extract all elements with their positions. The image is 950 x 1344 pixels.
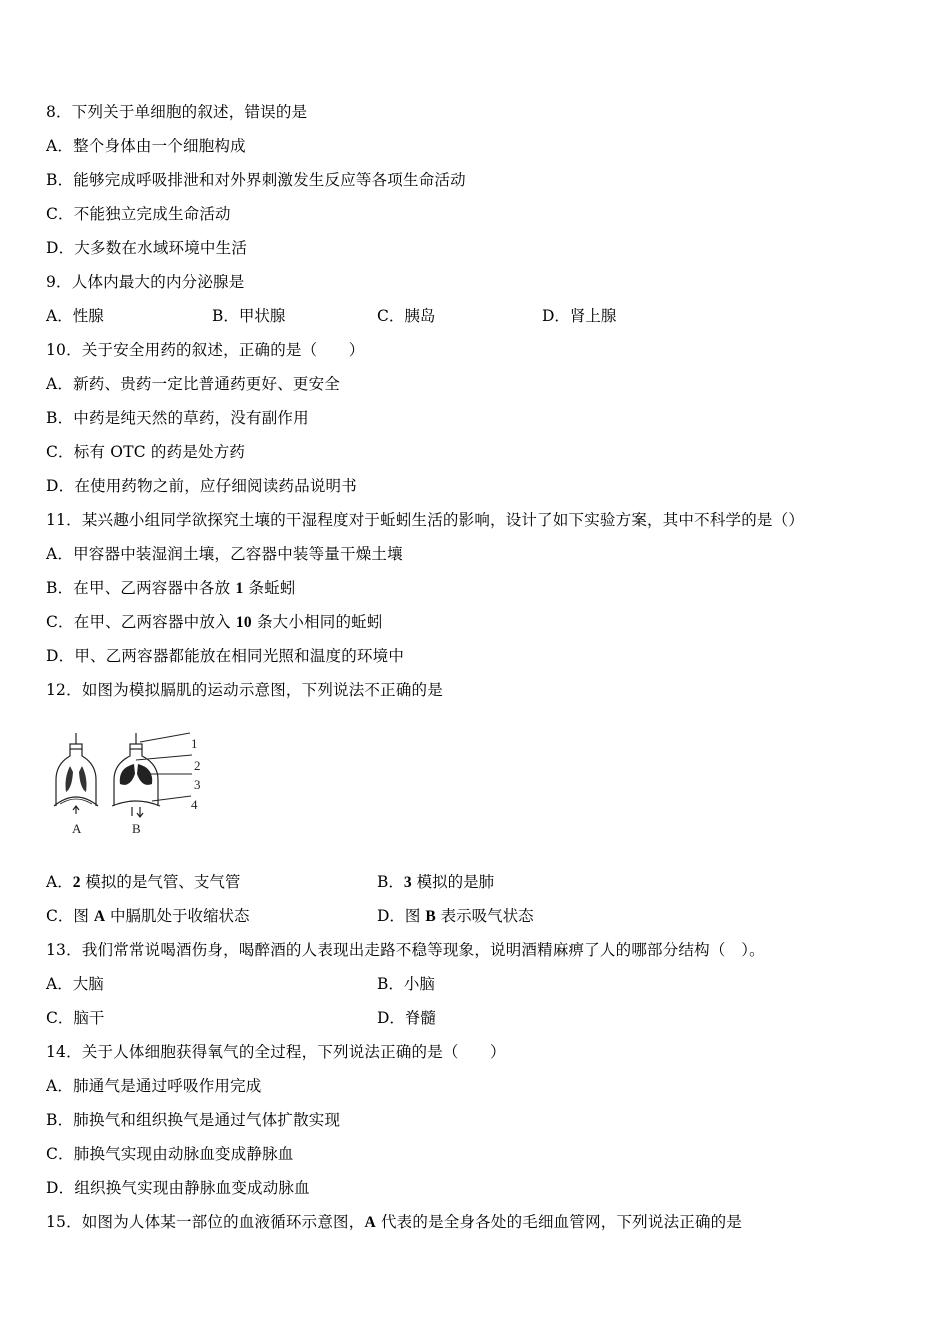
label-a: A — [72, 821, 82, 836]
q9-option-b: B．甲状腺 — [212, 307, 286, 325]
label-b: B — [132, 821, 141, 836]
label-1: 1 — [191, 736, 198, 751]
jar-b-lung-right — [137, 764, 152, 785]
q12-option-a-post: 模拟的是气管、支气管 — [85, 873, 241, 891]
jar-a-cork — [70, 744, 82, 749]
q12-option-b — [377, 872, 494, 893]
q12-option-d-post: 表示吸气状态 — [440, 907, 534, 925]
q12-option-d — [377, 906, 534, 927]
q15-stem-letter: A — [364, 1214, 376, 1231]
diaphragm-model-figure — [48, 730, 218, 845]
q8-option-b: B．能够完成呼吸排泄和对外界刺激发生反应等各项生命活动 — [46, 171, 466, 189]
label-3: 3 — [194, 777, 201, 792]
q15-stem — [46, 1212, 742, 1233]
q11-option-d: D．甲、乙两容器都能放在相同光照和温度的环境中 — [46, 647, 405, 665]
label-2: 2 — [194, 758, 201, 773]
q11-option-c — [46, 612, 383, 633]
q10-option-d: D．在使用药物之前，应仔细阅读药品说明书 — [46, 477, 357, 495]
q13-option-a: A．大脑 — [46, 975, 104, 993]
q11-option-c-num: 10 — [235, 614, 252, 631]
q13-stem: 13．我们常常说喝酒伤身，喝醉酒的人表现出走路不稳等现象，说明酒精麻痹了人的哪部分结构（ ）。 — [46, 941, 765, 959]
q13-option-d: D．脊髓 — [377, 1009, 436, 1027]
q9-stem: 9．人体内最大的内分泌腺是 — [46, 273, 245, 291]
diaphragm-model-svg — [48, 730, 218, 845]
q8-option-a: A．整个身体由一个细胞构成 — [46, 137, 246, 155]
jar-b-cork — [130, 744, 142, 749]
q11-option-c-post: 条大小相同的蚯蚓 — [256, 613, 383, 631]
q12-option-b-post: 模拟的是肺 — [416, 873, 495, 891]
q12-option-a-num: 2 — [72, 874, 81, 891]
q9-option-c: C．胰岛 — [377, 307, 436, 325]
q12-option-c-post: 中膈肌处于收缩状态 — [109, 907, 250, 925]
q14-option-d: D．组织换气实现由静脉血变成动脉血 — [46, 1179, 310, 1197]
q14-option-b: B．肺换气和组织换气是通过气体扩散实现 — [46, 1111, 341, 1129]
q8-option-d: D．大多数在水域环境中生活 — [46, 239, 248, 257]
q9-option-a: A．性腺 — [46, 307, 104, 325]
q10-option-b: B．中药是纯天然的草药，没有副作用 — [46, 409, 309, 427]
q11-option-b-pre: B．在甲、乙两容器中各放 — [46, 579, 231, 597]
q11-option-b-num: 1 — [235, 580, 244, 597]
q10-option-a: A．新药、贵药一定比普通药更好、更安全 — [46, 375, 340, 393]
jar-a-lung-left — [66, 766, 74, 792]
q11-option-b — [46, 578, 296, 599]
q12-option-c-pre: C．图 — [46, 907, 89, 925]
q12-option-c — [46, 906, 249, 927]
q10-stem: 10．关于安全用药的叙述，正确的是（ ） — [46, 341, 365, 359]
q12-stem: 12．如图为模拟膈肌的运动示意图，下列说法不正确的是 — [46, 681, 443, 699]
q14-stem: 14．关于人体细胞获得氧气的全过程，下列说法正确的是（ ） — [46, 1043, 506, 1061]
q8-option-c: C．不能独立完成生命活动 — [46, 205, 231, 223]
jar-a-diaphragm — [54, 797, 98, 806]
q12-option-d-pre: D．图 — [377, 907, 421, 925]
q12-option-a-pre: A． — [46, 873, 73, 891]
q12-option-b-pre: B． — [377, 873, 404, 891]
q12-option-d-letter: B — [425, 908, 436, 925]
jar-a-lung-right — [79, 766, 87, 792]
q12-option-b-num: 3 — [403, 874, 412, 891]
q9-option-d: D．肾上腺 — [542, 307, 617, 325]
q15-stem-post: 代表的是全身各处的毛细血管网，下列说法正确的是 — [380, 1213, 743, 1231]
q10-option-c: C．标有 OTC 的药是处方药 — [46, 443, 246, 461]
q15-stem-pre: 15．如图为人体某一部位的血液循环示意图， — [46, 1213, 365, 1231]
q13-option-b: B．小脑 — [377, 975, 435, 993]
q11-option-b-post: 条蚯蚓 — [248, 579, 296, 597]
jar-b-lung-left — [120, 764, 135, 785]
q12-option-a — [46, 872, 240, 893]
q8-stem: 8．下列关于单细胞的叙述，错误的是 — [46, 103, 308, 121]
label-4: 4 — [191, 797, 198, 812]
q12-option-c-letter: A — [93, 908, 106, 925]
leader-1 — [140, 733, 190, 742]
q13-option-c: C．脑干 — [46, 1009, 105, 1027]
q11-stem: 11．某兴趣小组同学欲探究土壤的干湿程度对于蚯蚓生活的影响，设计了如下实验方案，其中不科学的是（） — [46, 511, 805, 529]
q11-option-a: A．甲容器中装湿润土壤，乙容器中装等量干燥土壤 — [46, 545, 403, 563]
q14-option-c: C．肺换气实现由动脉血变成静脉血 — [46, 1145, 294, 1163]
q11-option-c-pre: C．在甲、乙两容器中放入 — [46, 613, 231, 631]
q14-option-a: A．肺通气是通过呼吸作用完成 — [46, 1077, 262, 1095]
